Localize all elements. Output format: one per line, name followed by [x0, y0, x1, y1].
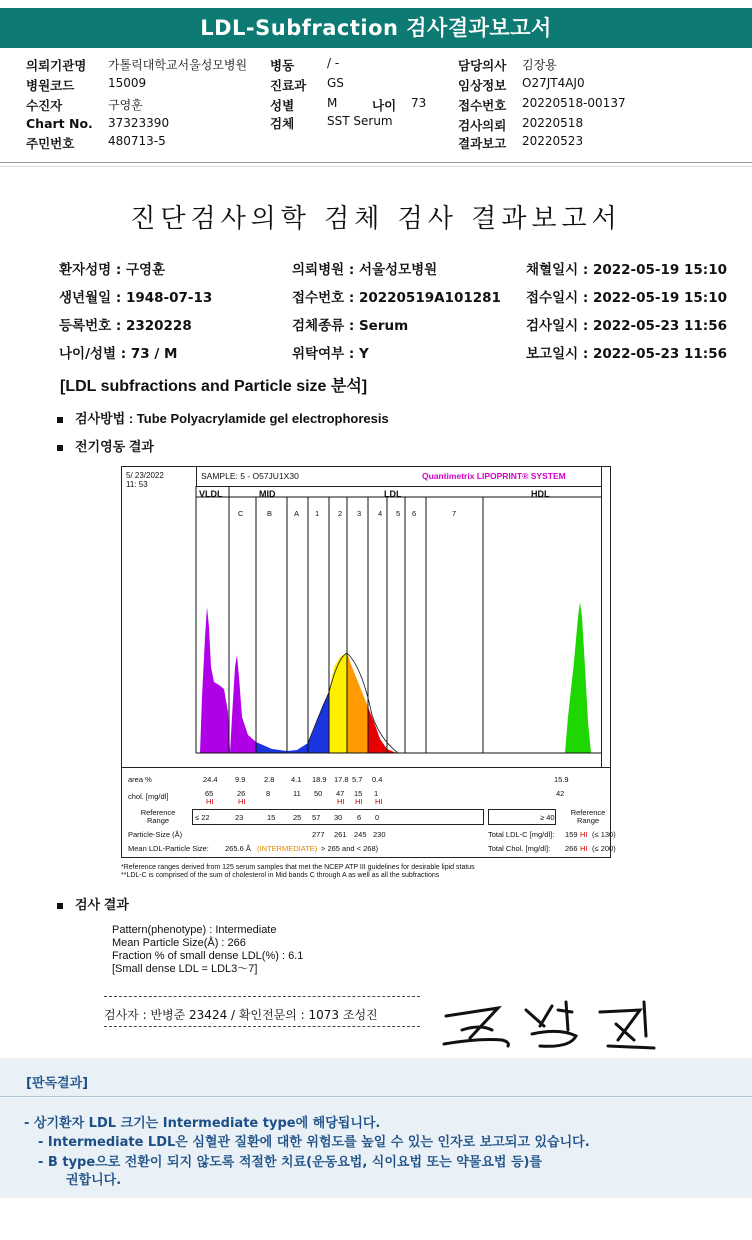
header-value: 20220523	[522, 134, 584, 148]
area-label: area %	[128, 775, 152, 784]
footnote: *Reference ranges derived from 125 serum samples that met the NCEP ATP III guidelines for desirable lipid status	[121, 864, 475, 871]
result-line: Mean Particle Size(Å) : 266	[112, 937, 246, 949]
header-label: 진료과	[270, 78, 307, 93]
patient-info: 의뢰병원 : 서울성모병원	[292, 262, 438, 278]
divider	[122, 767, 610, 768]
band-label: A	[294, 509, 300, 518]
chart-date: 5/ 23/2022	[126, 471, 164, 480]
request-header	[0, 52, 752, 160]
mean-label: Mean LDL-Particle Size:	[128, 844, 209, 853]
area-value: 5.7	[352, 775, 363, 784]
result-heading: 검사 결과	[75, 897, 129, 912]
report-title-bar: LDL-Subfraction 검사결과보고서	[0, 8, 752, 48]
band-boundaries	[196, 486, 601, 753]
bullet-icon	[57, 417, 63, 423]
patient-info: 접수일시 : 2022-05-19 15:10	[526, 290, 727, 306]
band-label: 4	[378, 509, 383, 518]
section-title: [LDL subfractions and Particle size 분석]	[60, 378, 368, 395]
particle-size-value: 245	[354, 830, 367, 839]
area-value: 2.8	[264, 775, 275, 784]
header-label: 결과보고	[458, 136, 507, 151]
chol-value: 15	[354, 789, 363, 798]
patient-info: 검체종류 : Serum	[292, 318, 409, 334]
interpretation-panel	[0, 1058, 752, 1198]
patient-info: 등록번호 : 2320228	[59, 318, 192, 334]
divider	[0, 162, 752, 163]
header-value: SST Serum	[327, 114, 393, 128]
chol-label: chol. [mg/dl]	[128, 792, 169, 801]
header-label: 병원코드	[26, 78, 75, 93]
patient-info: 보고일시 : 2022-05-23 11:56	[526, 346, 727, 362]
chol-flag: HI	[238, 797, 246, 806]
chart-sample: SAMPLE: 5 - O57JU1X30	[201, 471, 299, 481]
band-label: 3	[357, 509, 362, 518]
header-label: 임상정보	[458, 78, 507, 93]
total-chol-label: Total Chol. [mg/dl]:	[488, 844, 551, 853]
divider	[0, 166, 752, 167]
area-value: 15.9	[554, 775, 569, 784]
lipoprint-chart	[121, 466, 616, 858]
area-value: 17.8	[334, 775, 349, 784]
total-chol: 266	[565, 844, 578, 853]
chol-flag: HI	[355, 797, 363, 806]
header-value: / -	[327, 56, 340, 70]
header-value: 73	[411, 96, 427, 110]
mean-value: 265.6 Å	[225, 844, 251, 853]
ref-value: 0	[375, 813, 380, 822]
area-value: 0.4	[372, 775, 383, 784]
interpretation-line: - Intermediate LDL은 심혈관 질환에 대한 위험도를 높일 수 있는 인자로 보고되고 있습니다.	[38, 1135, 590, 1150]
area-value: 9.9	[235, 775, 246, 784]
total-chol-flag: HI	[580, 844, 588, 853]
band-label: 2	[338, 509, 343, 518]
header-value: 20220518-00137	[522, 96, 626, 110]
total-ldl: 159	[565, 830, 578, 839]
total-ldl-flag: HI	[580, 830, 588, 839]
interpretation-line: - 상기환자 LDL 크기는 Intermediate type에 해당됩니다.	[24, 1116, 381, 1131]
ref-value: 23	[235, 813, 244, 822]
total-ldl-label: Total LDL-C [mg/dl]:	[488, 830, 555, 839]
chol-value: 8	[266, 789, 271, 798]
result-line: Pattern(phenotype) : Intermediate	[112, 924, 277, 936]
footnote: **LDL-C is comprised of the sum of cholesterol in Mid bands C through A as well as all the subfractions	[121, 872, 440, 879]
ref-value: 15	[267, 813, 276, 822]
area-value: 4.1	[291, 775, 302, 784]
ref-value: ≤ 22	[195, 813, 210, 822]
chol-value: 42	[556, 789, 565, 798]
result-item	[57, 894, 129, 913]
densitometry-svg	[122, 467, 610, 857]
total-chol-ref: (≤ 200)	[592, 844, 616, 853]
header-value: 37323390	[108, 116, 170, 130]
area-value: 18.9	[312, 775, 327, 784]
gel-text: 전기영동 결과	[75, 439, 154, 454]
report-title: 진단검사의학 검체 검사 결과보고서	[130, 204, 622, 234]
header-label: 나이	[372, 98, 397, 113]
method-text: 검사방법 : Tube Polyacrylamide gel electrophoresis	[75, 411, 389, 426]
header-value: 480713-5	[108, 134, 166, 148]
ref-value: 57	[312, 813, 321, 822]
patient-info: 접수번호 : 20220519A101281	[292, 290, 501, 306]
header-label: 의뢰기관명	[26, 58, 87, 73]
chol-value: 26	[237, 789, 246, 798]
header-label: 검사의뢰	[458, 118, 507, 133]
method-item	[57, 408, 389, 427]
band-label: 6	[412, 509, 417, 518]
header-label: Chart No.	[26, 116, 93, 131]
hdl-peak	[565, 602, 591, 753]
band-label: 5	[396, 509, 401, 518]
peak-areas	[200, 602, 591, 753]
mid-a-peak	[308, 692, 329, 753]
ldl3-peak	[368, 707, 387, 753]
band-label: 1	[315, 509, 320, 518]
gel-item	[57, 436, 154, 455]
patient-info: 환자성명 : 구영훈	[59, 262, 166, 278]
mean-range: > 265 and < 268)	[321, 844, 379, 853]
chol-flag: HI	[375, 797, 383, 806]
group-label-hdl: HDL	[531, 489, 550, 499]
ref-value: 30	[334, 813, 343, 822]
patient-info: 채혈일시 : 2022-05-19 15:10	[526, 262, 727, 278]
chart-time: 11: 53	[126, 480, 148, 489]
bullet-icon	[57, 903, 63, 909]
header-value: 김장용	[522, 58, 557, 72]
band-label: 7	[452, 509, 457, 518]
group-label-vldl: VLDL	[199, 489, 223, 499]
header-value: 구영훈	[108, 98, 143, 112]
vldl-peak	[200, 607, 230, 753]
chol-flag: HI	[337, 797, 345, 806]
patient-info: 검사일시 : 2022-05-23 11:56	[526, 318, 727, 334]
chol-value: 1	[374, 789, 379, 798]
header-label: 수진자	[26, 98, 63, 113]
chol-value: 47	[336, 789, 345, 798]
chol-value: 50	[314, 789, 323, 798]
header-label: 검체	[270, 116, 295, 131]
interpretation-heading: [판독결과]	[26, 1076, 89, 1091]
area-value: 24.4	[203, 775, 218, 784]
result-line: Fraction % of small dense LDL(%) : 6.1	[112, 950, 304, 962]
ref-label: Reference Range	[140, 808, 176, 825]
ldl4-peak	[387, 749, 398, 753]
mid-c-peak	[230, 655, 256, 753]
header-label: 성별	[270, 98, 295, 113]
patient-info: 나이/성별 : 73 / M	[59, 346, 178, 362]
hdl-ref-value: ≥ 40	[540, 813, 555, 822]
chol-value: 11	[293, 789, 301, 798]
header-label: 병동	[270, 58, 295, 73]
patient-info: 위탁여부 : Y	[292, 346, 369, 362]
bullet-icon	[57, 445, 63, 451]
interpretation-line: 권합니다.	[66, 1173, 122, 1188]
band-label: B	[267, 509, 273, 518]
divider	[104, 996, 420, 997]
ref-label-right: Reference Range	[570, 808, 606, 825]
ref-value: 6	[357, 813, 362, 822]
header-label: 접수번호	[458, 98, 507, 113]
particle-label: Particle-Size (Å)	[128, 830, 183, 839]
interpretation-line: - B type으로 전환이 되지 않도록 적절한 치료(운동요법, 식이요법 또는 약물요법 등)를	[38, 1155, 543, 1170]
result-line: [Small dense LDL = LDL3～7]	[112, 963, 258, 975]
chart-brand: Quantimetrix LIPOPRINT® SYSTEM	[422, 471, 566, 481]
signature-icon	[440, 996, 670, 1056]
header-value: O27JT4AJ0	[522, 76, 585, 90]
mean-class: (INTERMEDIATE)	[257, 844, 318, 853]
signer-line: 검사자 : 반병준 23424 / 확인전문의 : 1073 조성진	[104, 1008, 378, 1022]
ref-value: 25	[293, 813, 302, 822]
chol-value: 65	[205, 789, 214, 798]
ref-box	[192, 809, 484, 825]
header-value: 20220518	[522, 116, 584, 130]
mid-band-area	[256, 742, 308, 753]
header-value: 15009	[108, 76, 147, 90]
patient-info: 생년월일 : 1948-07-13	[59, 290, 213, 306]
header-value: M	[327, 96, 338, 110]
total-ldl-ref: (≤ 130)	[592, 830, 616, 839]
header-label: 담당의사	[458, 58, 507, 73]
group-label-mid: MID	[259, 489, 276, 499]
particle-size-value: 261	[334, 830, 347, 839]
divider	[0, 1096, 752, 1097]
header-label: 주민번호	[26, 136, 75, 151]
particle-size-value: 277	[312, 830, 325, 839]
chol-flag: HI	[206, 797, 214, 806]
group-label-ldl: LDL	[384, 489, 402, 499]
divider	[104, 1026, 420, 1027]
particle-size-value: 230	[373, 830, 386, 839]
ldl1-peak	[329, 653, 347, 753]
band-label: C	[238, 509, 244, 518]
header-value: GS	[327, 76, 344, 90]
header-value: 가톨릭대학교서울성모병원	[108, 58, 248, 72]
